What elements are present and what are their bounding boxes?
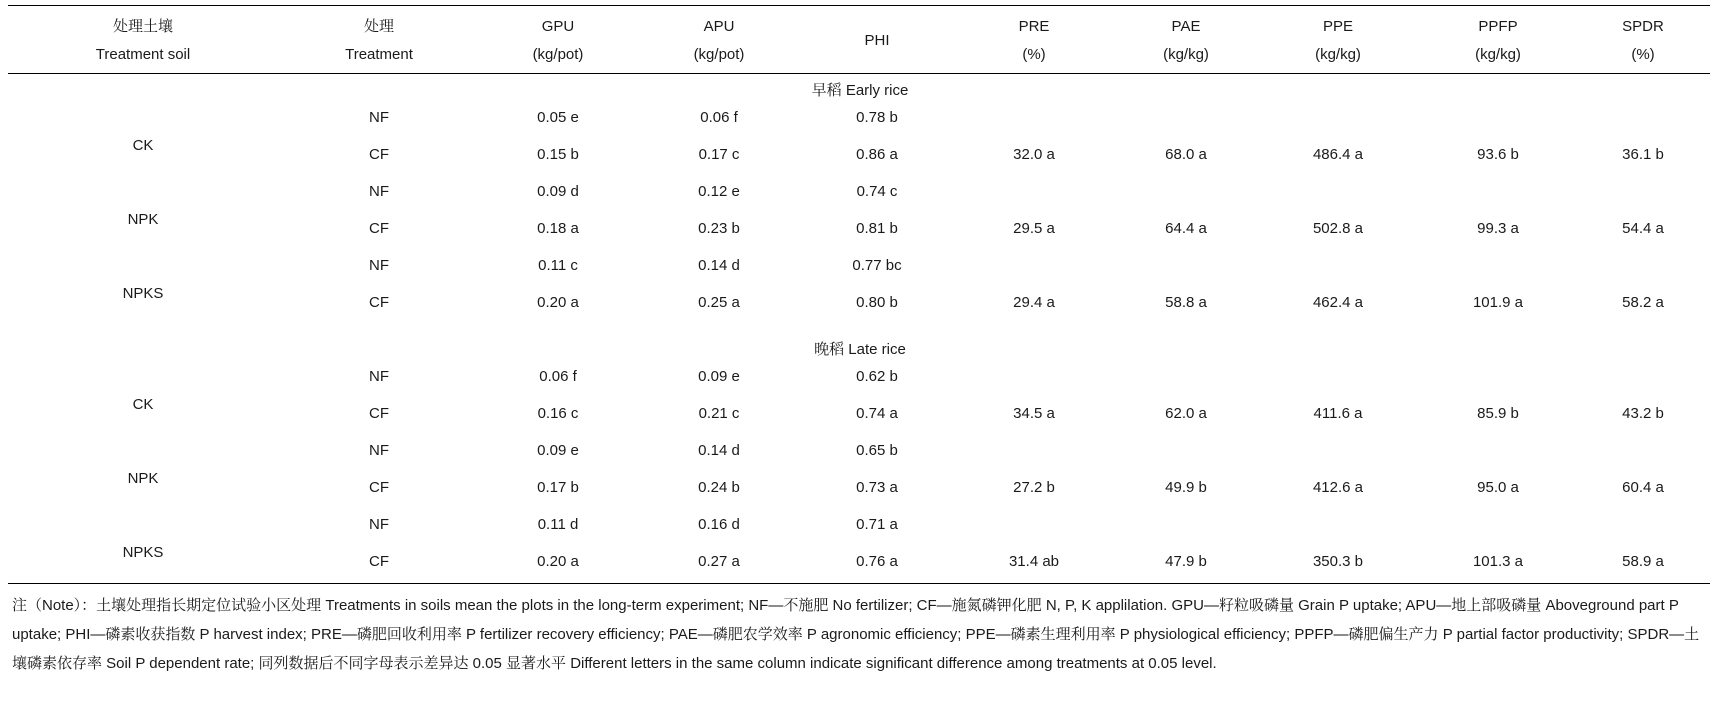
header-line2: (kg/kg)	[1315, 46, 1361, 63]
header-line2: (kg/pot)	[693, 46, 745, 63]
cell-treatment: NF	[369, 183, 389, 200]
cell-spdr: 43.2 b	[1622, 405, 1664, 422]
cell-pae: 64.4 a	[1165, 220, 1207, 237]
header-spdr	[1543, 13, 1717, 69]
cell-ppe: 411.6 a	[1313, 405, 1363, 422]
cell-spdr: 36.1 b	[1622, 146, 1664, 163]
cell-gpu: 0.09 d	[537, 183, 579, 200]
cell-ppe: 486.4 a	[1312, 146, 1364, 163]
table-bottom-rule	[8, 583, 1710, 584]
cell-apu: 0.06 f	[700, 109, 738, 126]
cell-spdr: 54.4 a	[1622, 220, 1664, 237]
cell-ppfp: 85.9 b	[1477, 405, 1519, 422]
table-top-rule	[8, 5, 1710, 6]
cell-spdr: 58.2 a	[1622, 294, 1664, 311]
cell-apu: 0.17 c	[698, 146, 740, 163]
cell-apu: 0.09 e	[698, 368, 740, 385]
cell-ppfp: 101.9 a	[1472, 294, 1524, 311]
cell-gpu: 0.17 b	[537, 479, 579, 496]
cell-phi: 0.76 a	[856, 553, 898, 570]
cell-phi: 0.74 c	[856, 183, 898, 200]
cell-treatment: NF	[369, 109, 389, 126]
cell-treatment: CF	[369, 220, 389, 237]
soil-label: NPKS	[122, 285, 164, 302]
cell-treatment: NF	[369, 368, 389, 385]
header-line2: Treatment soil	[95, 46, 191, 63]
cell-gpu: 0.11 d	[537, 516, 579, 533]
cell-apu: 0.25 a	[698, 294, 740, 311]
header-line1: PRE	[1018, 18, 1050, 35]
header-line1: PHI	[864, 32, 890, 49]
cell-gpu: 0.15 b	[537, 146, 579, 163]
cell-treatment: NF	[369, 257, 389, 274]
cell-treatment: CF	[369, 479, 389, 496]
cell-apu: 0.14 d	[698, 257, 740, 274]
soil-label: NPKS	[122, 544, 164, 561]
header-line2: Treatment	[345, 46, 413, 63]
header-line1: GPU	[541, 18, 575, 35]
cell-pae: 47.9 b	[1165, 553, 1207, 570]
cell-pae: 58.8 a	[1165, 294, 1207, 311]
cell-gpu: 0.09 e	[537, 442, 579, 459]
cell-treatment: NF	[369, 442, 389, 459]
header-treatment-soil	[43, 13, 243, 69]
header-line1: 处理土壤	[112, 18, 173, 35]
cell-ppfp: 99.3 a	[1477, 220, 1519, 237]
header-line2: (%)	[1022, 46, 1046, 63]
soil-label: NPK	[127, 211, 159, 228]
cell-pre: 29.5 a	[1013, 220, 1055, 237]
cell-gpu: 0.06 f	[539, 368, 577, 385]
cell-treatment: CF	[369, 405, 389, 422]
header-line2: (kg/kg)	[1163, 46, 1209, 63]
section-title-late-rice: 晚稻 Late rice	[814, 341, 906, 358]
cell-ppe: 462.4 a	[1312, 294, 1364, 311]
header-line2: (%)	[1631, 46, 1655, 63]
cell-gpu: 0.20 a	[537, 553, 579, 570]
cell-pae: 68.0 a	[1165, 146, 1207, 163]
cell-apu: 0.21 c	[698, 405, 740, 422]
cell-gpu: 0.20 a	[537, 294, 579, 311]
cell-phi: 0.65 b	[856, 442, 898, 459]
cell-treatment: CF	[369, 146, 389, 163]
cell-ppfp: 101.3 a	[1472, 553, 1524, 570]
cell-phi: 0.62 b	[856, 368, 898, 385]
cell-spdr: 58.9 a	[1622, 553, 1664, 570]
section-title-early-rice: 早稻 Early rice	[811, 82, 909, 99]
soil-label: CK	[132, 396, 154, 413]
cell-ppe: 412.6 a	[1312, 479, 1364, 496]
header-line1: SPDR	[1622, 18, 1664, 35]
cell-spdr: 60.4 a	[1622, 479, 1664, 496]
table-header-rule	[8, 73, 1710, 74]
cell-gpu: 0.16 c	[537, 405, 579, 422]
cell-phi: 0.80 b	[856, 294, 898, 311]
header-line2: (kg/kg)	[1475, 46, 1521, 63]
cell-pre: 34.5 a	[1013, 405, 1055, 422]
cell-treatment: CF	[369, 294, 389, 311]
cell-treatment: NF	[369, 516, 389, 533]
header-line1: PPFP	[1478, 18, 1518, 35]
header-line1: 处理	[363, 18, 394, 35]
cell-ppfp: 93.6 b	[1477, 146, 1519, 163]
cell-apu: 0.27 a	[698, 553, 740, 570]
header-treatment	[279, 13, 479, 69]
cell-phi: 0.74 a	[856, 405, 898, 422]
cell-gpu: 0.11 c	[538, 257, 578, 274]
cell-apu: 0.14 d	[698, 442, 740, 459]
cell-apu: 0.12 e	[698, 183, 740, 200]
cell-pre: 31.4 ab	[1008, 553, 1060, 570]
cell-apu: 0.16 d	[698, 516, 740, 533]
cell-ppe: 502.8 a	[1312, 220, 1364, 237]
cell-pre: 29.4 a	[1013, 294, 1055, 311]
cell-gpu: 0.18 a	[537, 220, 579, 237]
cell-pre: 32.0 a	[1013, 146, 1055, 163]
cell-apu: 0.23 b	[698, 220, 740, 237]
cell-phi: 0.78 b	[856, 109, 898, 126]
cell-phi: 0.81 b	[856, 220, 898, 237]
header-line2: (kg/pot)	[532, 46, 584, 63]
cell-pre: 27.2 b	[1013, 479, 1055, 496]
cell-gpu: 0.05 e	[537, 109, 579, 126]
cell-pae: 62.0 a	[1165, 405, 1207, 422]
cell-treatment: CF	[369, 553, 389, 570]
header-line1: PAE	[1171, 18, 1201, 35]
cell-ppfp: 95.0 a	[1477, 479, 1519, 496]
cell-apu: 0.24 b	[698, 479, 740, 496]
cell-phi: 0.86 a	[856, 146, 898, 163]
cell-phi: 0.71 a	[856, 516, 898, 533]
header-line1: PPE	[1322, 18, 1353, 35]
cell-ppe: 350.3 b	[1312, 553, 1364, 570]
soil-label: NPK	[127, 470, 159, 487]
soil-label: CK	[132, 137, 154, 154]
cell-phi: 0.73 a	[856, 479, 898, 496]
header-line1: APU	[703, 18, 735, 35]
cell-phi: 0.77 bc	[852, 257, 902, 274]
table-note: 注（Note）：土壤处理指长期定位试验小区处理 Treatments in soils mean the plots in the long-term experiment; NF—不施肥 No fertilizer; CF—施氮磷钾化肥 N, P, K applilation. GPU—籽粒吸磷量 Grain P uptake; APU—地上部吸磷量 Aboveground part P uptake; PHI—磷素收获指数 P harvest index; PRE—磷肥回收利用率 P fertilizer recovery efficiency; PAE—磷肥农学效率 P agronomic efficiency; PPE—磷素生理利用率 P physiological efficiency; PPFP—磷肥偏生产力 P partial factor productivity; SPDR—土壤磷素依存率 Soil P dependent rate; 同列数据后不同字母表示差异达 0.05 显著水平 Different letters in the same column indicate significant difference among treatments at 0.05 level.	[12, 597, 1700, 672]
cell-pae: 49.9 b	[1165, 479, 1207, 496]
